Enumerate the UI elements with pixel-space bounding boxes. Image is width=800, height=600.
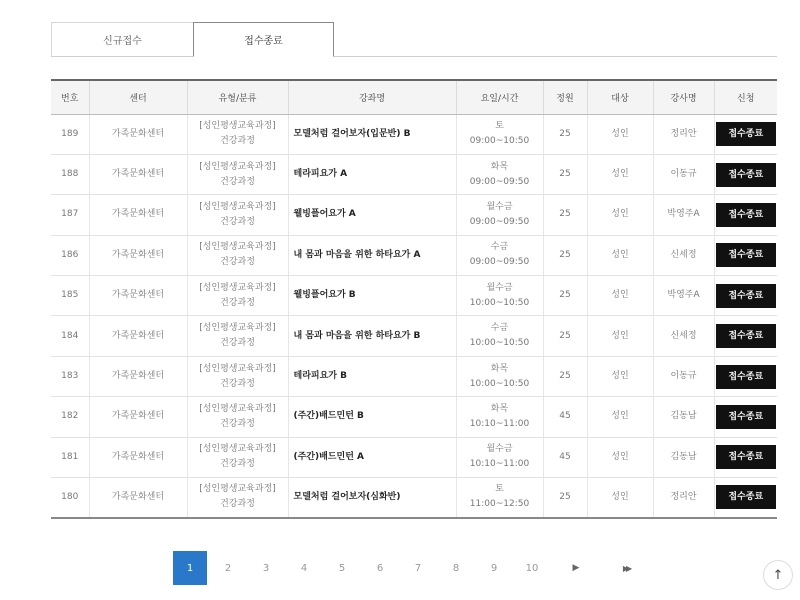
cell-day-time [456, 316, 543, 356]
cell-capacity: 25 [543, 195, 587, 235]
cell-target: 성인 [587, 154, 653, 194]
table-row[interactable] [51, 195, 777, 235]
cell-teacher: 정리안 [653, 478, 714, 518]
type-subcategory: 건강과정 [220, 216, 255, 227]
registration-closed-button[interactable]: 접수종료 [716, 324, 776, 348]
header-capacity: 정원 [543, 80, 587, 114]
cell-type [187, 478, 288, 518]
table-row[interactable] [51, 397, 777, 437]
course-day: 토 [495, 121, 504, 132]
cell-target: 성인 [587, 478, 653, 518]
cell-center: 가족문화센터 [89, 356, 187, 396]
tab-bar [51, 22, 777, 57]
cell-teacher: 김동남 [653, 437, 714, 477]
cell-apply [714, 437, 777, 477]
type-subcategory: 건강과정 [220, 297, 255, 308]
cell-capacity: 45 [543, 397, 587, 437]
cell-teacher: 이동규 [653, 154, 714, 194]
header-teacher: 강사명 [653, 80, 714, 114]
page-link-10[interactable]: 10 [525, 562, 539, 574]
cell-number: 181 [51, 437, 89, 477]
course-time: 09:00~09:50 [469, 257, 530, 268]
table-row[interactable] [51, 114, 777, 154]
table-row[interactable] [51, 154, 777, 194]
cell-day-time [456, 154, 543, 194]
cell-course-name[interactable]: 모델처럼 걸어보자(입문반) B [288, 114, 456, 154]
course-day: 화목 [490, 161, 509, 172]
cell-apply [714, 316, 777, 356]
course-day: 토 [495, 484, 504, 495]
course-time: 10:00~10:50 [469, 297, 530, 308]
cell-day-time [456, 276, 543, 316]
cell-target: 성인 [587, 316, 653, 356]
cell-number: 180 [51, 478, 89, 518]
cell-target: 성인 [587, 235, 653, 275]
cell-number: 189 [51, 114, 89, 154]
cell-teacher: 이동규 [653, 356, 714, 396]
cell-apply [714, 276, 777, 316]
type-subcategory: 건강과정 [220, 338, 255, 349]
cell-day-time [456, 114, 543, 154]
cell-teacher: 김동남 [653, 397, 714, 437]
cell-capacity: 25 [543, 478, 587, 518]
last-page-icon[interactable]: ▶▶ [622, 563, 630, 573]
cell-day-time [456, 356, 543, 396]
course-time: 10:00~10:50 [469, 338, 530, 349]
cell-course-name[interactable]: 모델처럼 걸어보자(심화반) [288, 478, 456, 518]
cell-number: 187 [51, 195, 89, 235]
header-apply: 신청 [714, 80, 777, 114]
course-time: 09:00~09:50 [469, 176, 530, 187]
cell-type [187, 114, 288, 154]
cell-number: 184 [51, 316, 89, 356]
table-row[interactable] [51, 437, 777, 477]
page-link-7[interactable]: 7 [414, 562, 422, 574]
type-category: [성인평생교육과정] [199, 363, 276, 374]
cell-apply [714, 478, 777, 518]
course-time: 11:00~12:50 [469, 499, 530, 510]
cell-day-time [456, 235, 543, 275]
header-course-name: 강좌명 [288, 80, 456, 114]
registration-closed-button[interactable]: 접수종료 [716, 203, 776, 227]
cell-capacity: 45 [543, 437, 587, 477]
cell-center: 가족문화센터 [89, 235, 187, 275]
cell-apply [714, 235, 777, 275]
cell-course-name[interactable]: 내 몸과 마음을 위한 하타요가 B [288, 316, 456, 356]
cell-center: 가족문화센터 [89, 437, 187, 477]
type-subcategory: 건강과정 [220, 176, 255, 187]
next-page-icon[interactable]: ▶ [572, 563, 580, 573]
cell-center: 가족문화센터 [89, 114, 187, 154]
cell-course-name[interactable]: 내 몸과 마음을 위한 하타요가 A [288, 235, 456, 275]
course-day: 수금 [490, 242, 509, 253]
type-category: [성인평생교육과정] [199, 201, 276, 212]
course-day: 화목 [490, 403, 509, 414]
cell-target: 성인 [587, 356, 653, 396]
cell-target: 성인 [587, 397, 653, 437]
page-link-9[interactable]: 9 [490, 562, 498, 574]
cell-day-time [456, 195, 543, 235]
type-category: [성인평생교육과정] [199, 242, 276, 253]
type-category: [성인평생교육과정] [199, 161, 276, 172]
type-subcategory: 건강과정 [220, 378, 255, 389]
table-row[interactable] [51, 276, 777, 316]
type-category: [성인평생교육과정] [199, 484, 276, 495]
cell-apply [714, 397, 777, 437]
cell-apply [714, 195, 777, 235]
table-header-row [51, 80, 777, 114]
cell-apply [714, 114, 777, 154]
cell-center: 가족문화센터 [89, 316, 187, 356]
registration-closed-button[interactable]: 접수종료 [716, 122, 776, 146]
registration-closed-button[interactable]: 접수종료 [716, 445, 776, 469]
cell-capacity: 25 [543, 316, 587, 356]
cell-type [187, 154, 288, 194]
cell-teacher: 신세정 [653, 316, 714, 356]
header-target: 대상 [587, 80, 653, 114]
registration-closed-button[interactable]: 접수종료 [716, 405, 776, 429]
course-time: 09:00~10:50 [469, 136, 530, 147]
cell-capacity: 25 [543, 235, 587, 275]
cell-course-name[interactable]: 테라피요가 B [288, 356, 456, 396]
type-subcategory: 건강과정 [220, 136, 255, 147]
cell-teacher: 신세정 [653, 235, 714, 275]
cell-center: 가족문화센터 [89, 397, 187, 437]
page-link-5[interactable]: 5 [338, 562, 346, 574]
cell-center: 가족문화센터 [89, 154, 187, 194]
cell-teacher: 박영주A [653, 276, 714, 316]
cell-number: 182 [51, 397, 89, 437]
cell-teacher: 정리안 [653, 114, 714, 154]
cell-day-time [456, 478, 543, 518]
cell-day-time [456, 397, 543, 437]
tab-registration-closed[interactable]: 접수종료 [193, 22, 334, 57]
cell-type [187, 235, 288, 275]
registration-closed-button[interactable]: 접수종료 [716, 485, 776, 509]
course-day: 화목 [490, 363, 509, 374]
cell-capacity: 25 [543, 276, 587, 316]
course-time: 09:00~09:50 [469, 216, 530, 227]
registration-closed-button[interactable]: 접수종료 [716, 243, 776, 267]
cell-day-time [456, 437, 543, 477]
cell-center: 가족문화센터 [89, 478, 187, 518]
cell-type [187, 195, 288, 235]
table-row[interactable] [51, 235, 777, 275]
course-time: 10:00~10:50 [469, 378, 530, 389]
course-day: 월수금 [486, 444, 513, 455]
header-type: 유형/분류 [187, 80, 288, 114]
header-number: 번호 [51, 80, 89, 114]
page-link-8[interactable]: 8 [452, 562, 460, 574]
cell-capacity: 25 [543, 356, 587, 396]
cell-apply [714, 356, 777, 396]
cell-capacity: 25 [543, 154, 587, 194]
cell-number: 185 [51, 276, 89, 316]
tab-new-registration[interactable]: 신규접수 [51, 22, 193, 57]
cell-target: 성인 [587, 114, 653, 154]
scroll-top-button[interactable] [763, 560, 793, 590]
cell-course-name[interactable]: 테라피요가 A [288, 154, 456, 194]
cell-course-name[interactable]: (주간)배드민턴 B [288, 397, 456, 437]
cell-type [187, 397, 288, 437]
cell-center: 가족문화센터 [89, 276, 187, 316]
cell-course-name[interactable]: 웰빙플어요가 A [288, 195, 456, 235]
course-time: 10:10~11:00 [469, 418, 530, 429]
course-table [51, 79, 777, 519]
type-category: [성인평생교육과정] [199, 282, 276, 293]
header-day-time: 요일/시간 [456, 80, 543, 114]
type-category: [성인평생교육과정] [199, 444, 276, 455]
course-day: 월수금 [486, 282, 513, 293]
pagination [173, 551, 651, 585]
type-category: [성인평생교육과정] [199, 403, 276, 414]
registration-closed-button[interactable]: 접수종료 [716, 163, 776, 187]
cell-target: 성인 [587, 195, 653, 235]
table-row[interactable] [51, 316, 777, 356]
registration-closed-button[interactable]: 접수종료 [716, 365, 776, 389]
type-subcategory: 건강과정 [220, 499, 255, 510]
page-link-3[interactable]: 3 [262, 562, 270, 574]
cell-number: 183 [51, 356, 89, 396]
cell-number: 186 [51, 235, 89, 275]
cell-type [187, 276, 288, 316]
table-row[interactable] [51, 356, 777, 396]
arrow-up-icon: ↑ [772, 567, 784, 583]
page-link-6[interactable]: 6 [376, 562, 384, 574]
registration-closed-button[interactable]: 접수종료 [716, 284, 776, 308]
cell-target: 성인 [587, 437, 653, 477]
cell-course-name[interactable]: (주간)배드민턴 A [288, 437, 456, 477]
course-day: 수금 [490, 323, 509, 334]
course-time: 10:10~11:00 [469, 459, 530, 470]
cell-type [187, 316, 288, 356]
course-day: 월수금 [486, 201, 513, 212]
type-category: [성인평생교육과정] [199, 323, 276, 334]
cell-number: 188 [51, 154, 89, 194]
cell-capacity: 25 [543, 114, 587, 154]
cell-teacher: 박영주A [653, 195, 714, 235]
cell-target: 성인 [587, 276, 653, 316]
type-subcategory: 건강과정 [220, 257, 255, 268]
page-link-1[interactable]: 1 [173, 551, 207, 585]
cell-apply [714, 154, 777, 194]
cell-center: 가족문화센터 [89, 195, 187, 235]
cell-course-name[interactable]: 웰빙플어요가 B [288, 276, 456, 316]
cell-type [187, 437, 288, 477]
page-link-2[interactable]: 2 [224, 562, 232, 574]
header-center: 센터 [89, 80, 187, 114]
type-subcategory: 건강과정 [220, 459, 255, 470]
table-row[interactable] [51, 478, 777, 518]
cell-type [187, 356, 288, 396]
page-link-4[interactable]: 4 [300, 562, 308, 574]
type-category: [성인평생교육과정] [199, 121, 276, 132]
type-subcategory: 건강과정 [220, 418, 255, 429]
